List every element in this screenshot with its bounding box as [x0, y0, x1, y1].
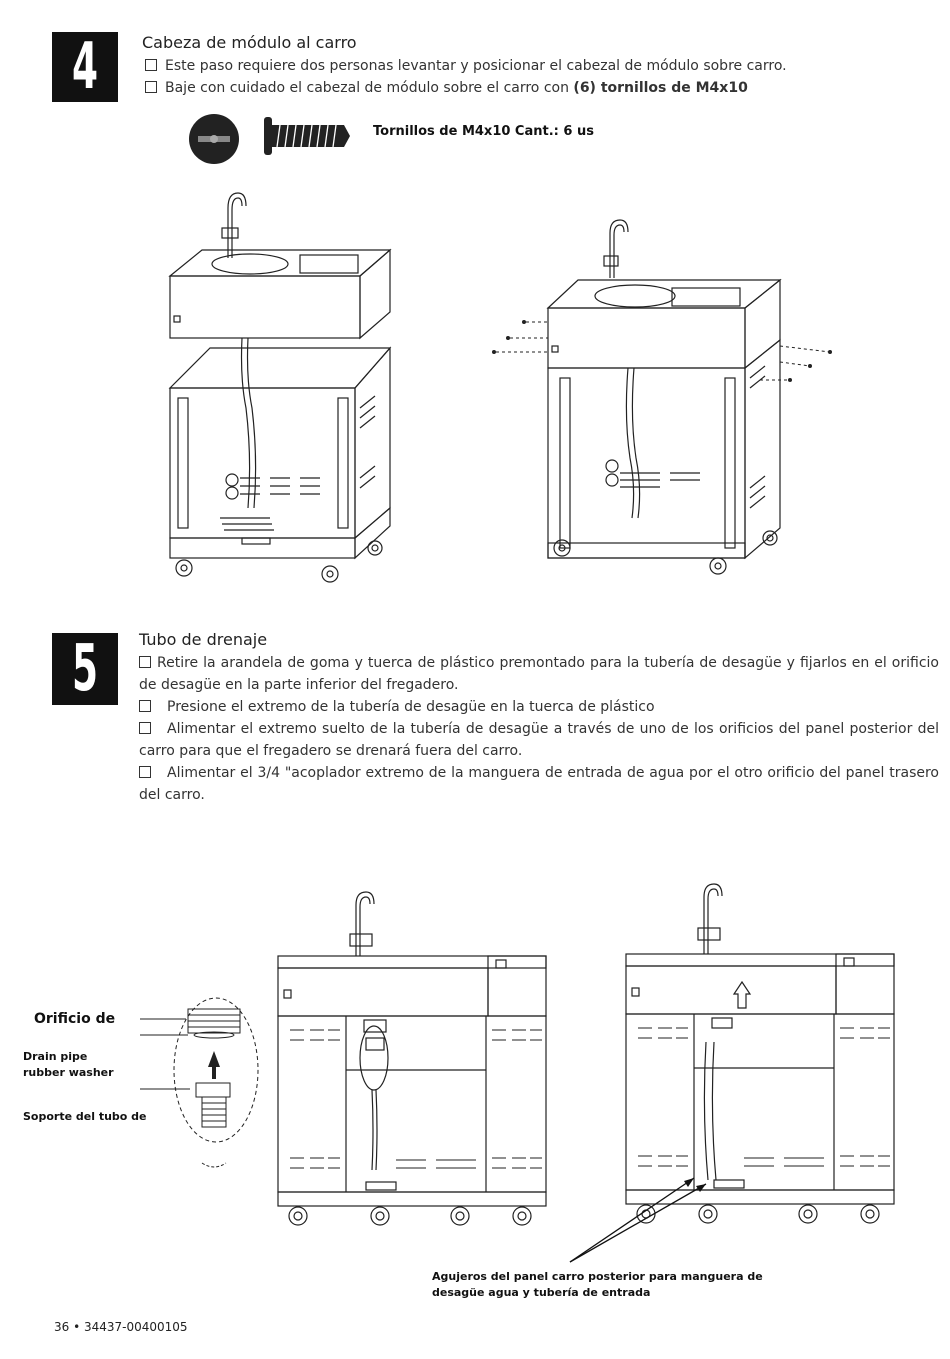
module-head-attached-illustration — [490, 218, 835, 583]
module-head-lifted-illustration — [160, 188, 400, 583]
step-4-bullet-1-text: Este paso requiere dos personas levantar y posicionar el cabezal de módulo sobre carro. — [165, 58, 787, 74]
step-5-paragraph-3 — [139, 718, 939, 762]
step-4-bullet-2 — [145, 80, 748, 96]
soporte-label: Soporte del tubo de — [23, 1110, 147, 1123]
step-5-paragraph-2-text: Presione el extremo de la tubería de desagüe en la tuerca de plástico — [167, 699, 655, 715]
screw-icon — [262, 113, 352, 159]
checkbox-icon — [139, 722, 151, 734]
step-4-number — [52, 32, 118, 102]
step-4-title: Cabeza de módulo al carro — [142, 33, 357, 52]
sink-cart-drain-illustration — [276, 890, 551, 1230]
step-5-paragraph-4-text: Alimentar el 3/4 "acoplador extremo de la manguera de entrada de agua por el otro orificio del panel trasero del carro. — [139, 765, 939, 803]
orificio-label: Orificio de — [34, 1011, 116, 1027]
holes-caption-line-2: desagüe agua y tubería de entrada — [432, 1286, 651, 1299]
checkbox-icon — [139, 766, 151, 778]
step-5-title: Tubo de drenaje — [139, 630, 268, 649]
step-5-number — [52, 633, 118, 705]
step-5-paragraph-4 — [139, 762, 939, 806]
drain-pipe-label: Drain pipe — [23, 1050, 88, 1063]
checkbox-icon — [145, 81, 157, 93]
holes-pointer-lines — [560, 1170, 720, 1270]
drain-parts-detail — [138, 995, 268, 1175]
step-5-paragraph-2 — [139, 696, 939, 718]
step-5-number-text: 5 — [71, 632, 99, 706]
checkbox-icon — [139, 656, 151, 668]
checkbox-icon — [139, 700, 151, 712]
holes-caption-line-1: Agujeros del panel carro posterior para manguera de — [432, 1270, 763, 1283]
step-4-number-text: 4 — [71, 30, 99, 104]
step-4-bullet-2-bold: (6) tornillos de M4x10 — [573, 80, 748, 96]
hardware-label: Tornillos de M4x10 Cant.: 6 us — [373, 124, 594, 139]
rubber-washer-label: rubber washer — [23, 1066, 114, 1079]
step-5-paragraph-1 — [139, 652, 939, 696]
page-footer: 36 • 34437-00400105 — [54, 1320, 188, 1334]
step-5-paragraph-1-text: Retire la arandela de goma y tuerca de plástico premontado para la tubería de desagüe y fijarlos en el orificio de desagüe en la parte inferior del fregadero. — [139, 655, 939, 693]
step-4-bullet-2-text: Baje con cuidado el cabezal de módulo sobre el carro con — [165, 80, 574, 96]
step-4-bullet-1 — [145, 58, 787, 74]
checkbox-icon — [145, 59, 157, 71]
screw-head-icon — [184, 112, 244, 166]
step-5-paragraph-3-text: Alimentar el extremo suelto de la tubería de desagüe a través de uno de los orificios del panel posterior del carro para que el fregadero se drenará fuera del carro. — [139, 721, 939, 759]
